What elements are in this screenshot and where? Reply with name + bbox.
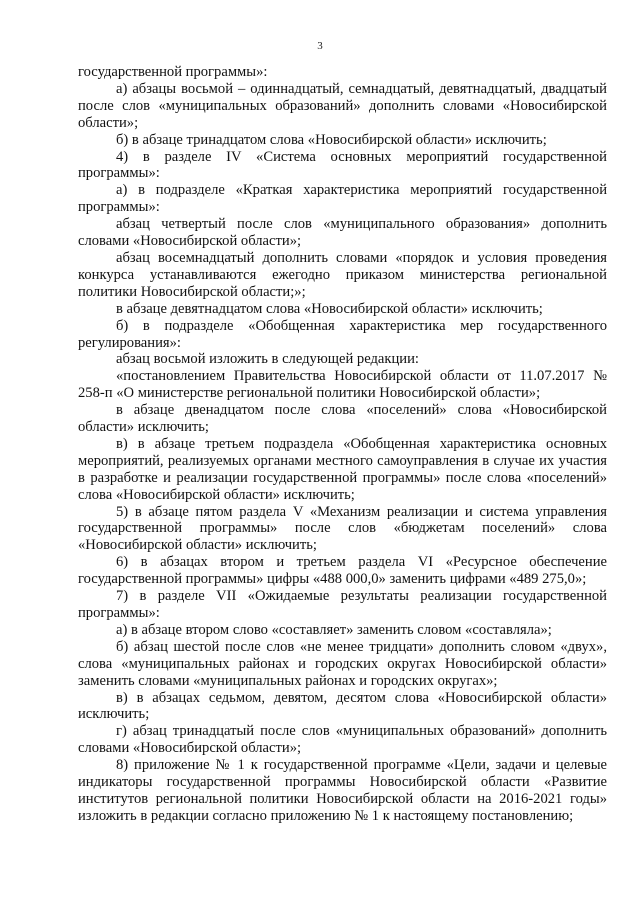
paragraph: государственной программы»:: [78, 64, 268, 80]
paragraph: «постановлением Правительства Новосибирской области от 11.07.2017 № 258-п «О министерстве региональной политики Новосибирской области»;: [78, 368, 607, 402]
paragraph: в абзаце двенадцатом после слова «поселений» слова «Новосибирской области» исключить;: [78, 402, 607, 436]
paragraph: 4) в разделе IV «Система основных мероприятий государственной программы»:: [78, 148, 607, 182]
paragraph: в) в абзацах седьмом, девятом, десятом слова «Новосибирской области» исключить;: [78, 689, 607, 723]
paragraph: абзац восемнадцатый дополнить словами «порядок и условия проведения конкурса устанавливаются ежегодно приказом министерства региональной политики Новосибирской области;»;: [78, 249, 607, 300]
paragraph: в абзаце девятнадцатом слова «Новосибирской области» исключить;: [116, 300, 543, 317]
paragraph: абзац четвертый после слов «муниципального образования» дополнить словами «Новосибирской области»;: [78, 216, 607, 250]
paragraph: 6) в абзацах втором и третьем раздела VI «Ресурсное обеспечение государственной программы» цифры «488 000,0» заменить цифрами «489 275,0»;: [78, 554, 607, 588]
paragraph: б) в подразделе «Обобщенная характеристика мер государственного регулирования»:: [78, 317, 607, 351]
paragraph: 7) в разделе VII «Ожидаемые результаты реализации государственной программы»:: [78, 588, 607, 621]
document-body: [78, 64, 607, 825]
paragraph: 5) в абзаце пятом раздела V «Механизм реализации и система управления государственной программы» после слов «бюджетам поселений» слова «Новосибирской области» исключить;: [78, 503, 607, 554]
paragraph: а) в абзаце втором слово «составляет» заменить словом «составляла»;: [116, 621, 552, 638]
paragraph: б) абзац шестой после слов «не менее тридцати» дополнить словом «двух», слова «муниципальных районах и городских округах Новосибирской области» заменить словами «муниципальных районах и городских округах»;: [78, 638, 607, 689]
paragraph: 8) приложение № 1 к государственной программе «Цели, задачи и целевые индикаторы государственной программы Новосибирской области «Развитие институтов региональной политики Новосибирской области на 2016-2021 годы» изложить в редакции согласно приложению № 1 к настоящему постановлению;: [78, 757, 607, 824]
paragraph: в) в абзаце третьем подраздела «Обобщенная характеристика основных мероприятий, реализуемых органами местного самоуправления в случае их участия в разработке и реализации государственной программы» после слова «поселений» слова «Новосибирской области» исключить;: [78, 435, 607, 503]
paragraph: б) в абзаце тринадцатом слова «Новосибирской области» исключить;: [116, 131, 547, 148]
paragraph: абзац восьмой изложить в следующей редакции:: [116, 351, 419, 368]
page-number: 3: [317, 40, 323, 52]
paragraph: г) абзац тринадцатый после слов «муниципальных образований» дополнить словами «Новосибирской области»;: [78, 723, 607, 757]
paragraph: а) в подразделе «Краткая характеристика мероприятий государственной программы»:: [78, 182, 607, 216]
paragraph: а) абзацы восьмой – одиннадцатый, семнадцатый, девятнадцатый, двадцатый после слов «муниципальных образований» дополнить словами «Новосибирской области»;: [78, 80, 607, 131]
